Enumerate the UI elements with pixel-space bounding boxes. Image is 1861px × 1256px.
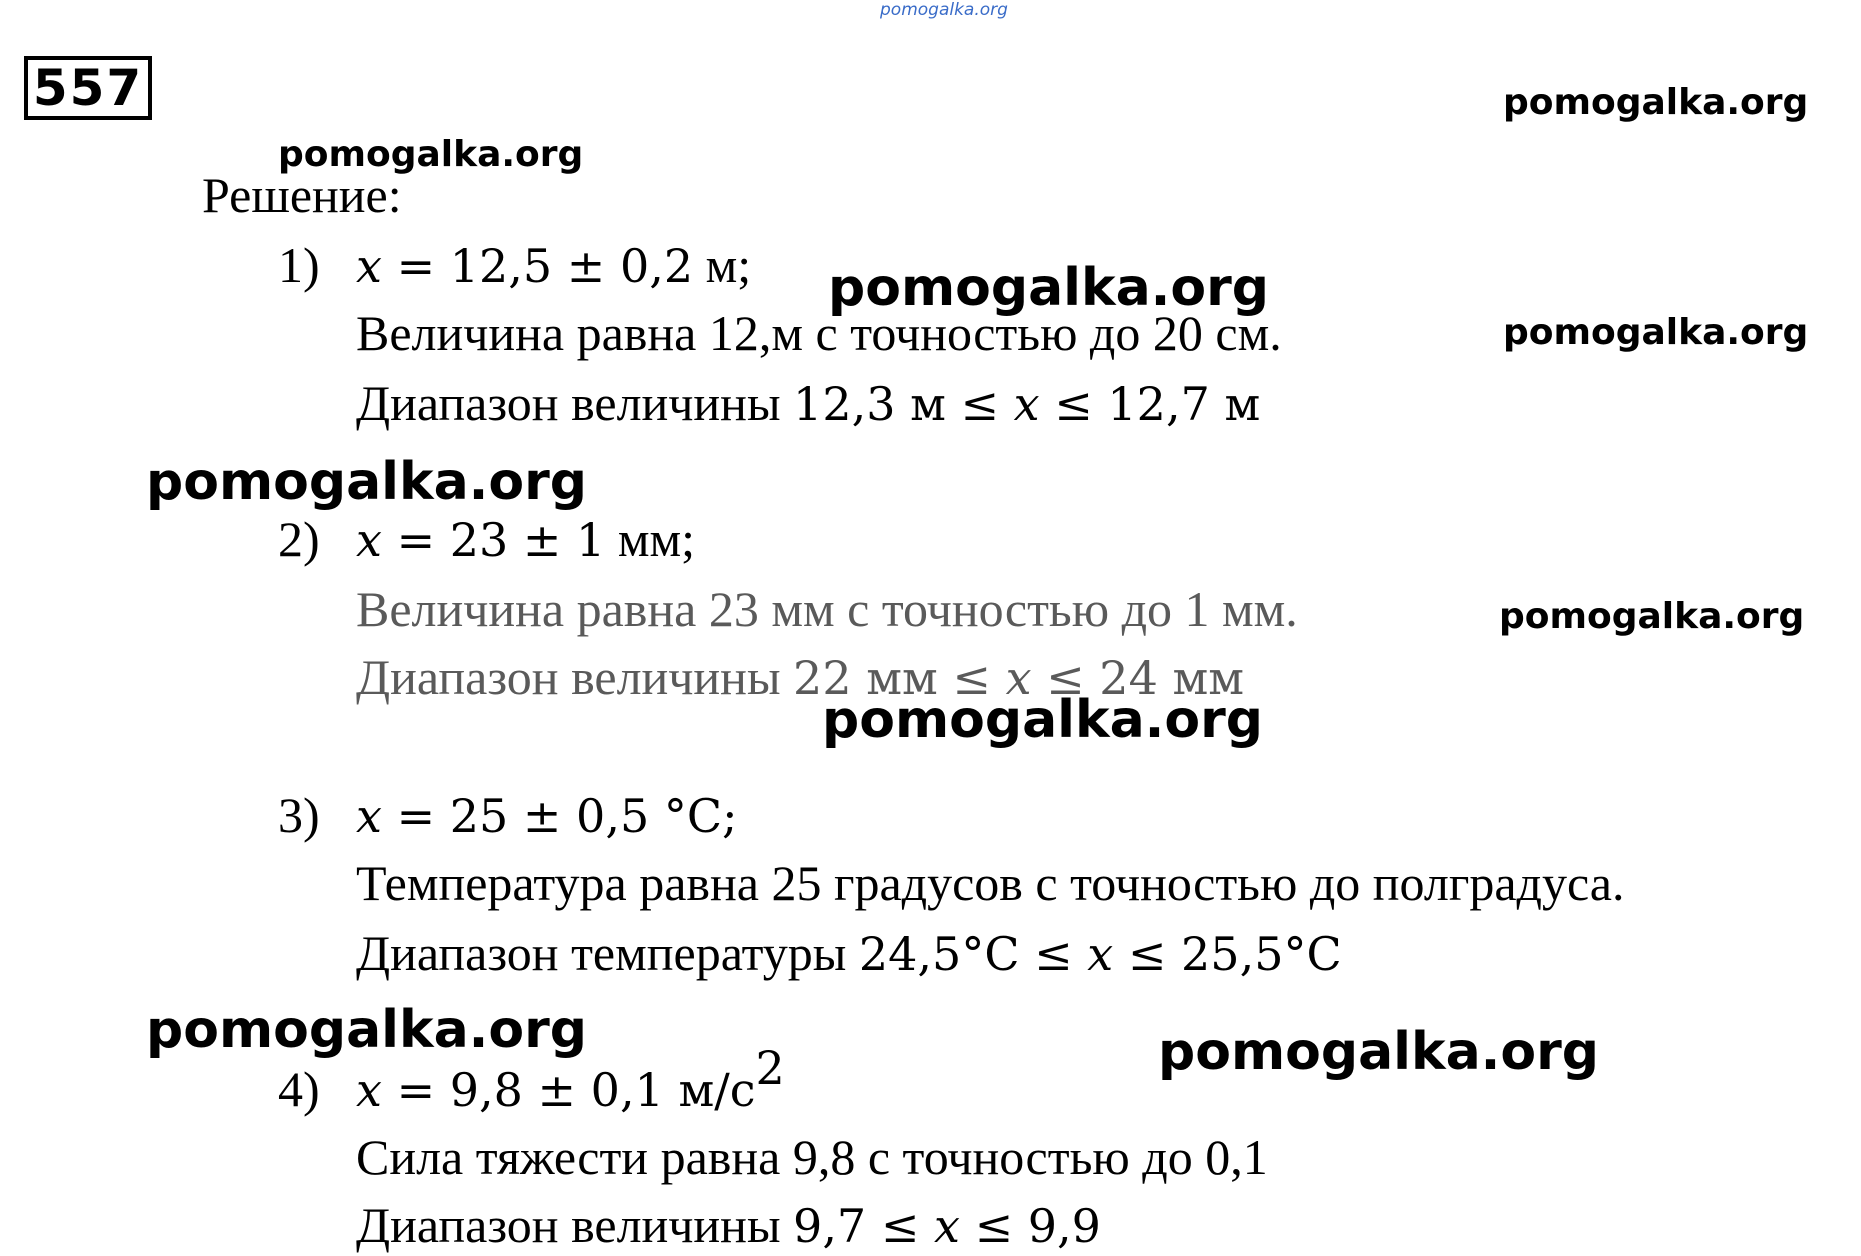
equation-value: = 25 ± 0,5 °C;	[381, 789, 738, 843]
equation-value: = 12,5 ± 0,2	[381, 239, 694, 293]
variable-x: x	[934, 1199, 960, 1253]
range-lower: 22 мм ≤	[793, 651, 1006, 705]
range-upper: ≤ 24 мм	[1031, 651, 1245, 705]
range-label: Диапазон величины	[356, 375, 794, 431]
variable-x: x	[1087, 927, 1114, 981]
variable-x: x	[1005, 651, 1032, 705]
range-lower: 9,7 ≤	[793, 1199, 934, 1253]
watermark: pomogalka.org	[146, 452, 588, 512]
equation-unit: м;	[693, 237, 752, 293]
range-label: Диапазон температуры	[356, 925, 859, 981]
item-3-range	[356, 925, 1342, 981]
range-upper: ≤ 9,9	[959, 1199, 1101, 1253]
range-upper: ≤ 12,7 м	[1039, 377, 1261, 431]
equation-unit: мм;	[605, 511, 696, 567]
range-lower: 12,3 м ≤	[793, 377, 1014, 431]
item-1-equation	[356, 237, 752, 293]
watermark: pomogalka.org	[828, 258, 1270, 318]
item-4-range	[356, 1197, 1101, 1253]
item-3-number: 3)	[278, 787, 320, 843]
item-2-description: Величина равна 23 мм с точностью до 1 мм.	[356, 581, 1298, 637]
watermark: pomogalka.org	[1503, 312, 1809, 353]
watermark: pomogalka.org	[1158, 1022, 1600, 1082]
item-2-range	[356, 649, 1245, 705]
range-lower: 24,5°C ≤	[858, 927, 1088, 981]
exponent: 2	[755, 1041, 785, 1095]
problem-number: 557	[24, 56, 152, 120]
variable-x: x	[356, 239, 382, 293]
item-4-description: Сила тяжести равна 9,8 с точностью до 0,1	[356, 1129, 1268, 1185]
watermark-top: pomogalka.org	[880, 0, 1008, 20]
variable-x: x	[356, 513, 382, 567]
item-1-range	[356, 375, 1261, 431]
watermark: pomogalka.org	[1503, 82, 1809, 123]
watermark: pomogalka.org	[146, 1000, 588, 1060]
item-1-description: Величина равна 12,м с точностью до 20 см.	[356, 305, 1282, 361]
item-4-equation	[356, 1041, 785, 1117]
item-3-description: Температура равна 25 градусов с точностью до полградуса.	[356, 855, 1625, 911]
item-1-number: 1)	[278, 237, 320, 293]
variable-x: x	[1013, 377, 1040, 431]
item-4-number: 4)	[278, 1061, 320, 1117]
range-label: Диапазон величины	[356, 1197, 794, 1253]
variable-x: x	[356, 1063, 382, 1117]
equation-value: = 23 ± 1	[381, 513, 606, 567]
range-upper: ≤ 25,5°C	[1113, 927, 1342, 981]
solution-heading: Решение:	[202, 167, 402, 223]
item-3-equation	[356, 789, 738, 843]
equation-value: = 9,8 ± 0,1 м/с	[381, 1063, 756, 1117]
watermark: pomogalka.org	[822, 690, 1264, 750]
watermark: pomogalka.org	[1499, 596, 1805, 637]
variable-x: x	[356, 789, 382, 843]
item-2-equation	[356, 511, 696, 567]
item-2-number: 2)	[278, 511, 320, 567]
range-label: Диапазон величины	[356, 649, 794, 705]
watermark: pomogalka.org	[278, 134, 584, 175]
